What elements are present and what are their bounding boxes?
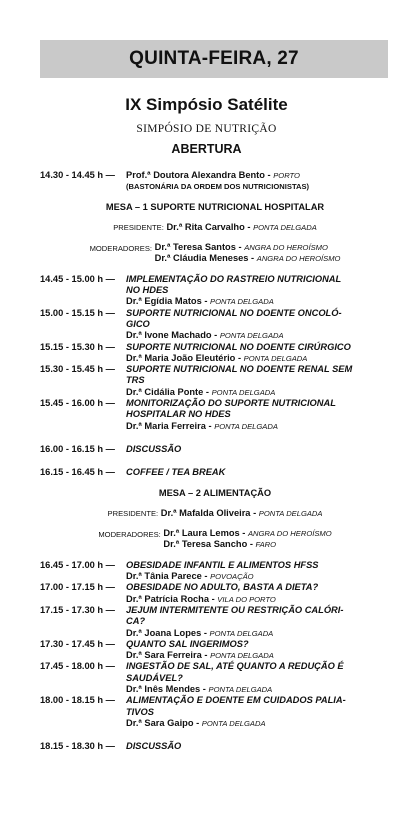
session-time: 17.00 - 17.15 h — [40, 582, 115, 593]
speaker-location: PONTA DELGADA [219, 331, 284, 341]
mesa1-sessions [40, 274, 390, 432]
mesa2-title: MESA – 2 ALIMENTAÇÃO [158, 487, 272, 498]
session-title: SUPORTE NUTRICIONAL NO DOENTE RENAL SEM [126, 364, 353, 375]
mesa1-president: PRESIDENTE: Dr.ª Rita Carvalho - PONTA DELGADA [113, 221, 317, 232]
session-row [40, 605, 390, 639]
session-time: 18.00 - 18.15 h — [40, 695, 115, 706]
session-row [40, 560, 390, 583]
session-title: MONITORIZAÇÃO DO SUPORTE NUTRICIONAL [126, 398, 336, 409]
session-row [40, 274, 390, 308]
speaker-location: PONTA DELGADA [211, 387, 276, 397]
discussion-row: 18.15 - 18.30 h — DISCUSSÃO [40, 741, 182, 752]
speaker-location: PONTA DELGADA [201, 718, 266, 728]
session-title: GICO [126, 318, 150, 329]
session-time: 17.15 - 17.30 h — [40, 604, 115, 615]
session-row [40, 364, 390, 398]
session-time: 15.15 - 15.30 h — [40, 341, 115, 352]
symposium-title: IX Simpósio Satélite [125, 95, 288, 114]
day-header [40, 40, 388, 78]
mesa2-sessions [40, 560, 390, 729]
session-row [40, 582, 390, 605]
speaker-location: PONTA DELGADA [214, 421, 278, 431]
speaker: Dr.ª Ivone Machado - [126, 330, 218, 341]
moderator: Dr.ª Laura Lemos - [163, 528, 246, 539]
session-row [40, 695, 390, 729]
mesa2-moderators: MODERADORES: Dr.ª Laura Lemos - ANGRA DO HEROÍSMO Dr.ª Teresa Sancho - FARO [98, 528, 332, 550]
speaker-location: PONTA DELGADA [243, 353, 308, 363]
session-title: JEJUM INTERMITENTE OU RESTRIÇÃO CALÓRI- [126, 604, 344, 615]
speaker: Dr.ª Sara Gaipo - [126, 717, 200, 728]
session-title: NO HDES [126, 285, 169, 296]
session-title: IMPLEMENTAÇÃO DO RASTREIO NUTRICIONAL [126, 273, 342, 284]
mesa1-title: MESA – 1 SUPORTE NUTRICIONAL HOSPITALAR [105, 201, 325, 212]
session-title: OBESIDADE NO ADULTO, BASTA A DIETA? [126, 582, 319, 593]
session-row [40, 661, 390, 695]
speaker-location: PONTA DELGADA [210, 297, 274, 307]
moderator: Dr.ª Cláudia Meneses - [154, 253, 255, 264]
session-row [40, 308, 390, 342]
moderator: Dr.ª Teresa Santos - [154, 242, 242, 253]
session-time: 17.45 - 18.00 h — [40, 661, 115, 672]
speaker-location: PONTA DELGADA [208, 684, 273, 694]
session-title: INGESTÃO DE SAL, ATÉ QUANTO A REDUÇÃO É [126, 661, 344, 672]
session-title: TIVOS [126, 706, 154, 717]
session-title: QUANTO SAL INGERIMOS? [126, 638, 249, 649]
program [40, 170, 390, 752]
session-title: CA? [126, 616, 146, 627]
session-title: ALIMENTAÇÃO E DOENTE EM CUIDADOS PALIA- [126, 695, 346, 706]
session-row [40, 398, 390, 432]
session-time: 15.00 - 15.15 h — [40, 307, 115, 318]
speaker-location: POVOAÇÃO [210, 572, 254, 582]
session-row [40, 639, 390, 662]
speaker: Dr.ª Maria Ferreira - [126, 420, 212, 431]
speaker: Dr.ª Inês Mendes - [126, 683, 206, 694]
speaker: Dr.ª Sara Ferreira - [126, 650, 208, 661]
session-title: HOSPITALAR NO HDES [126, 409, 231, 420]
opening-heading: ABERTURA [171, 142, 242, 156]
speaker: Dr.ª Patrícia Rocha - [126, 593, 215, 604]
opening-row [40, 170, 390, 193]
speaker: Dr.ª Cidália Ponte - [126, 386, 209, 397]
session-title: TRS [126, 375, 145, 386]
speaker-location: PORTO [273, 171, 300, 180]
speaker-location: VILA DO PORTO [217, 594, 276, 604]
speaker: Dr.ª Egídia Matos - [126, 296, 208, 307]
session-time: 15.45 - 16.00 h — [40, 398, 115, 409]
mesa2-president: PRESIDENTE: Dr.ª Mafalda Oliveira - PONTA DELGADA [107, 507, 323, 518]
break-row: 16.15 - 16.45 h — COFFEE / TEA BREAK [40, 467, 226, 478]
speaker: Dr.ª Maria João Eleutério - [126, 352, 242, 363]
speaker: Prof.ª Doutora Alexandra Bento - [126, 170, 271, 180]
speaker-location: PONTA DELGADA [209, 628, 274, 638]
speaker: Dr.ª Joana Lopes - [126, 627, 207, 638]
session-title: OBESIDADE INFANTIL E ALIMENTOS HFSS [126, 559, 319, 570]
session-time: 16.45 - 17.00 h — [40, 559, 115, 570]
session-title: SUPORTE NUTRICIONAL NO DOENTE CIRÚRGICO [126, 341, 351, 352]
session-time: 14.30 - 14.45 h — [40, 170, 115, 180]
session-row [40, 342, 390, 365]
discussion-row: 16.00 - 16.15 h — DISCUSSÃO [40, 443, 182, 454]
day-title: QUINTA-FEIRA, 27 [129, 48, 299, 69]
symposium-subtitle: SIMPÓSIO DE NUTRIÇÃO [136, 123, 277, 135]
session-time: 17.30 - 17.45 h — [40, 638, 115, 649]
session-title: SUPORTE NUTRICIONAL NO DOENTE ONCOLÓ- [126, 307, 342, 318]
session-time: 14.45 - 15.00 h — [40, 273, 115, 284]
session-time: 15.30 - 15.45 h — [40, 364, 115, 375]
moderator: Dr.ª Teresa Sancho - [163, 539, 253, 550]
speaker-role: (BASTONÁRIA DA ORDEM DOS NUTRICIONISTAS) [126, 182, 310, 192]
mesa1-moderators: MODERADORES: Dr.ª Teresa Santos - ANGRA DO HEROÍSMO Dr.ª Cláudia Meneses - ANGRA DO HEROÍSMO [89, 242, 341, 264]
speaker-location: PONTA DELGADA [210, 651, 274, 661]
speaker: Dr.ª Tânia Parece - [126, 571, 208, 582]
session-title: SAUDÁVEL? [126, 672, 183, 683]
